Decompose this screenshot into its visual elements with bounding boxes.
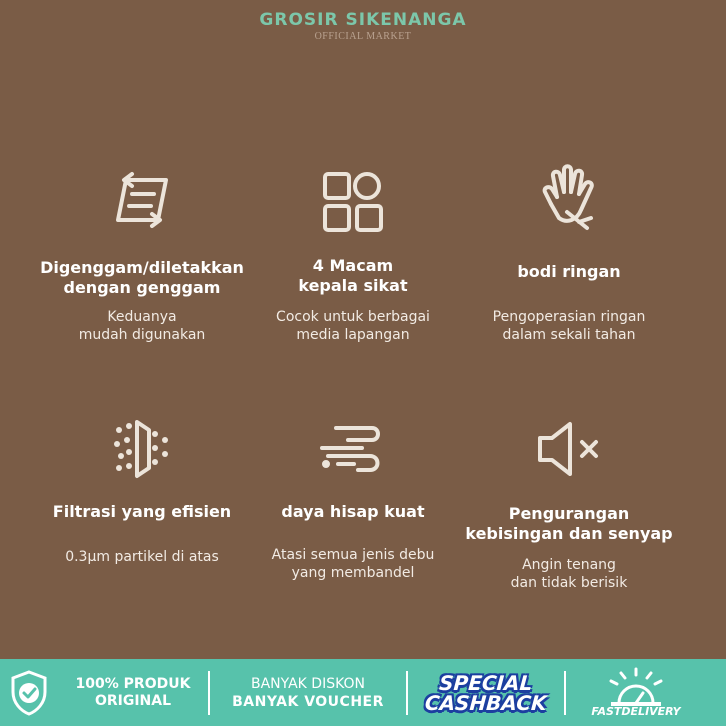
feature-desc: 0.3μm partikel di atas	[65, 549, 219, 565]
feature-desc: Pengoperasian ringan	[492, 309, 646, 325]
feature-desc: Cocok untuk berbagai	[276, 309, 430, 325]
brand-header	[0, 10, 726, 42]
discount-voucher-badge	[210, 659, 406, 726]
discount-line2: BANYAK VOUCHER	[232, 693, 384, 710]
grid-apps-icon	[321, 170, 385, 234]
feature-filtration	[32, 418, 252, 566]
feature-title: dengan genggam	[63, 278, 221, 297]
fast-delivery-badge	[566, 659, 706, 726]
original-line1: 100% PRODUK	[75, 675, 191, 692]
filter-particles-icon	[109, 418, 175, 480]
feature-desc: Atasi semua jenis debu	[271, 547, 435, 563]
speaker-mute-icon	[534, 418, 604, 480]
feature-desc: yang membandel	[291, 565, 415, 581]
feature-desc: Angin tenang	[522, 557, 616, 573]
feature-desc: media lapangan	[296, 327, 410, 343]
special-cashback-badge	[408, 659, 564, 726]
brand-subtitle: OFFICIAL MARKET	[314, 31, 412, 42]
feature-title: bodi ringan	[517, 262, 621, 281]
feature-desc: Keduanya	[107, 309, 177, 325]
feature-title: kebisingan dan senyap	[465, 524, 673, 543]
feature-desc: dalam sekali tahan	[502, 327, 636, 343]
promo-footer	[0, 659, 726, 726]
cashback-line1: SPECIAL	[438, 670, 534, 695]
original-product-badge	[58, 659, 208, 726]
cashback-line2: CASHBACK	[424, 690, 548, 715]
discount-line1: BANYAK DISKON	[250, 675, 366, 692]
feature-title: kepala sikat	[298, 276, 408, 295]
feature-brush-heads	[243, 170, 463, 344]
feature-title: daya hisap kuat	[281, 502, 425, 521]
feature-light-body	[459, 162, 679, 344]
feature-suction	[243, 418, 463, 582]
hand-icon	[537, 162, 601, 232]
original-line2: ORIGINAL	[94, 692, 172, 709]
feature-handheld	[32, 170, 252, 344]
shield-check-icon	[0, 659, 58, 726]
feature-title: 4 Macam	[312, 256, 394, 275]
feature-noise-reduction	[459, 418, 679, 592]
feature-title: Filtrasi yang efisien	[52, 502, 232, 521]
swap-arrows-icon	[110, 170, 174, 230]
feature-title: Digenggam/diletakkan	[40, 258, 244, 277]
wind-icon	[318, 418, 388, 480]
delivery-label: FASTDELIVERY	[591, 705, 681, 718]
feature-title: Pengurangan	[508, 504, 630, 523]
feature-desc: dan tidak berisik	[510, 575, 628, 591]
brand-name: GROSIR SIKENANGA	[259, 10, 467, 30]
stopwatch-icon	[601, 667, 671, 707]
feature-desc: mudah digunakan	[78, 327, 206, 343]
